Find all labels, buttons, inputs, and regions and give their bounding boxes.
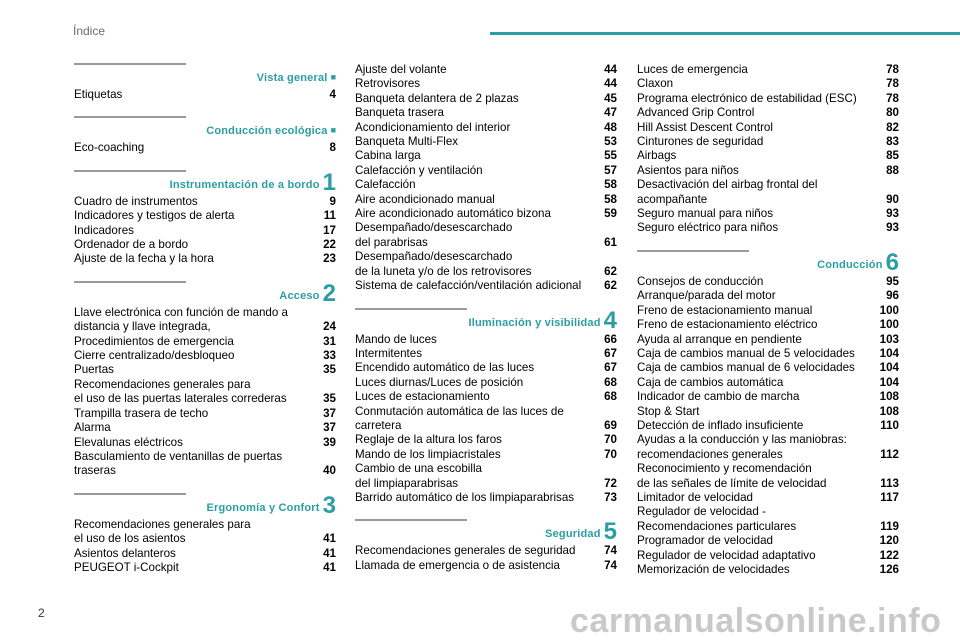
toc-entry-page: 22 [323, 238, 336, 252]
toc-entry-title: Regulador de velocidad adaptativo [637, 548, 816, 562]
toc-entry-title: Consejos de conducción [637, 274, 764, 288]
toc-section [74, 493, 336, 576]
toc-entry[interactable] [355, 164, 617, 178]
toc-entry-page: 104 [879, 375, 899, 389]
toc-entry[interactable] [355, 448, 617, 462]
toc-entry-page: 33 [323, 349, 336, 363]
toc-entry-page: 24 [323, 320, 336, 334]
section-title: Vista general [256, 72, 328, 84]
toc-entry-title: Arranque/parada del motor [637, 289, 776, 303]
toc-entry[interactable] [74, 195, 336, 209]
toc-entry-title: Programador de velocidad [637, 534, 773, 548]
toc-entry[interactable] [637, 77, 899, 91]
toc-entry-page: 55 [604, 149, 617, 163]
toc-entry-title: Recomendaciones generales de seguridad [355, 544, 576, 558]
toc-entry[interactable] [637, 63, 899, 77]
section-title: Conducción ecológica [206, 125, 328, 138]
toc-entry-title: Indicadores y testigos de alerta [74, 209, 235, 223]
toc-entry-page: 83 [886, 135, 899, 149]
toc-entry-page: 47 [604, 106, 617, 120]
toc-entry-title: Caja de cambios automática [637, 375, 784, 389]
toc-entry[interactable] [637, 135, 899, 149]
page-number: 2 [38, 606, 45, 620]
toc-entry[interactable] [355, 390, 617, 404]
section-heading [74, 168, 336, 196]
toc-entry-page: 78 [886, 91, 899, 105]
toc-entry-title: Calefacción y ventilación [355, 163, 483, 177]
toc-entry-page: 73 [604, 490, 617, 504]
toc-section [355, 519, 617, 573]
section-number: 1 [322, 168, 336, 196]
toc-entry-page: 41 [323, 546, 336, 560]
toc-entry[interactable] [74, 450, 336, 479]
toc-entry[interactable] [355, 376, 617, 390]
toc-entry[interactable] [74, 436, 336, 450]
toc-entry[interactable] [74, 407, 336, 421]
toc-entry-title: Reconocimiento y recomendación de las señales de límite de velocidad [637, 462, 827, 490]
toc-entry[interactable] [355, 405, 617, 434]
toc-entry[interactable] [355, 544, 617, 558]
toc-entry-title: Ordenador de a bordo [74, 238, 189, 252]
toc-entry[interactable] [355, 361, 617, 375]
toc-entry-title: PEUGEOT i-Cockpit [74, 560, 179, 574]
toc-entry-title: Freno de estacionamiento manual [637, 303, 813, 317]
section-number: 6 [885, 248, 899, 276]
toc-entry[interactable] [637, 549, 899, 563]
toc-entry[interactable] [637, 121, 899, 135]
toc-entry-title: Regulador de velocidad - Recomendaciones particulares [637, 505, 797, 533]
toc-section [637, 63, 899, 236]
page-header-label: Índice [73, 24, 106, 38]
toc-entry-title: Recomendaciones generales para el uso de las puertas laterales correderas [74, 377, 287, 406]
toc-entry[interactable] [637, 361, 899, 375]
toc-entry-page: 108 [879, 404, 899, 418]
toc-entry[interactable] [74, 209, 336, 223]
toc-column-2 [355, 63, 617, 587]
toc-entry-title: Indicador de cambio de marcha [637, 390, 800, 404]
toc-entry-title: Luces de estacionamiento [355, 390, 490, 404]
toc-entry[interactable] [637, 178, 899, 207]
toc-entry-title: Seguro eléctrico para niños [637, 221, 779, 235]
toc-entry[interactable] [355, 121, 617, 135]
toc-entry-title: Conmutación automática de las luces de carretera [355, 404, 564, 432]
toc-entry[interactable] [637, 207, 899, 221]
toc-entry-title: Recomendaciones generales para el uso de los asientos [74, 517, 251, 546]
toc-entry-page: 35 [323, 392, 336, 406]
toc-entry-page: 90 [886, 192, 899, 206]
section-heading [74, 279, 336, 307]
toc-entry-page: 126 [879, 563, 899, 576]
toc-entry-title: Mando de los limpiacristales [355, 447, 501, 461]
toc-entry-page: 96 [886, 289, 899, 303]
toc-entry[interactable] [637, 318, 899, 332]
section-number: 2 [322, 279, 336, 307]
toc-entry-page: 8 [329, 141, 336, 155]
toc-entry-page: 119 [880, 519, 899, 533]
toc-entry-title: Eco-coaching [74, 141, 145, 155]
toc-entry-page: 70 [604, 433, 617, 447]
toc-entry-title: Ayudas a la conducción y las maniobras: recomendaciones generales [637, 433, 847, 461]
toc-entry-title: Hill Assist Descent Control [637, 120, 773, 134]
toc-entry-title: Procedimientos de emergencia [74, 334, 234, 348]
toc-column-3 [637, 63, 899, 591]
toc-entry-page: 85 [886, 149, 899, 163]
toc-entry-title: Llamada de emergencia o de asistencia [355, 558, 560, 572]
section-heading [355, 518, 617, 546]
section-heading [74, 65, 336, 87]
toc-entry-page: 74 [604, 544, 617, 558]
toc-entry-page: 9 [329, 194, 336, 208]
toc-entry-page: 41 [323, 560, 336, 574]
toc-entry[interactable] [74, 561, 336, 575]
toc-column-1 [74, 63, 336, 589]
toc-entry-page: 104 [879, 361, 899, 375]
toc-entry[interactable] [355, 279, 617, 293]
toc-section [74, 281, 336, 479]
section-title: Ergonomía y Confort [206, 501, 320, 514]
toc-entry[interactable] [637, 563, 899, 577]
toc-entry-title: Acondicionamiento del interior [355, 120, 511, 134]
toc-entry[interactable] [637, 405, 899, 419]
toc-entry-page: 72 [604, 476, 617, 490]
toc-entry-page: 35 [323, 363, 336, 377]
toc-entry-title: Ajuste de la fecha y la hora [74, 252, 214, 266]
toc-entry-title: Calefacción [355, 178, 416, 192]
toc-entry-page: 104 [879, 346, 899, 360]
toc-entry-page: 39 [323, 435, 336, 449]
toc-entry-title: Programa electrónico de estabilidad (ESC) [637, 91, 857, 105]
toc-entry[interactable] [637, 433, 899, 462]
section-heading [74, 118, 336, 140]
toc-entry-page: 67 [604, 346, 617, 360]
toc-entry-page: 67 [604, 361, 617, 375]
watermark: carmanualsonline.info [570, 602, 942, 640]
toc-entry-page: 31 [323, 334, 336, 348]
toc-entry-title: Desempañado/desescarchado de la luneta y/o de los retrovisores [355, 250, 532, 278]
toc-section [74, 116, 336, 155]
toc-entry-page: 17 [323, 223, 336, 237]
toc-entry[interactable] [74, 363, 336, 377]
toc-entry-page: 58 [604, 192, 617, 206]
toc-entry[interactable] [355, 92, 617, 106]
toc-entry[interactable] [637, 289, 899, 303]
toc-entry-page: 40 [323, 464, 336, 478]
toc-entry-title: Limitador de velocidad [637, 490, 754, 504]
section-heading [355, 306, 617, 334]
toc-entry-title: Freno de estacionamiento eléctrico [637, 318, 818, 332]
toc-entry-title: Banqueta trasera [355, 106, 444, 120]
toc-entry[interactable] [637, 106, 899, 120]
toc-entry-title: Indicadores [74, 223, 134, 237]
toc-entry[interactable] [355, 559, 617, 573]
toc-entry-title: Llave electrónica con función de mando a distancia y llave integrada, [74, 305, 288, 334]
section-heading [637, 248, 899, 276]
section-heading [74, 491, 336, 519]
toc-entry[interactable] [637, 347, 899, 361]
toc-entry-title: Detección de inflado insuficiente [637, 418, 804, 432]
toc-entry-title: Luces diurnas/Luces de posición [355, 375, 524, 389]
toc-entry-page: 93 [886, 207, 899, 221]
toc-section [355, 308, 617, 506]
toc-entry-title: Retrovisores [355, 77, 421, 91]
toc-entry[interactable] [637, 304, 899, 318]
toc-entry[interactable] [74, 547, 336, 561]
toc-entry-page: 120 [879, 534, 899, 548]
toc-entry[interactable] [637, 390, 899, 404]
toc-entry-page: 23 [323, 252, 336, 266]
toc-entry-page: 100 [879, 303, 899, 317]
toc-entry-title: Cierre centralizado/desbloqueo [74, 349, 235, 363]
toc-entry-page: 58 [604, 178, 617, 192]
section-title: Instrumentación de a bordo [169, 178, 320, 191]
toc-entry[interactable] [637, 376, 899, 390]
toc-section [355, 63, 617, 294]
toc-entry-page: 45 [604, 91, 617, 105]
toc-entry[interactable] [355, 433, 617, 447]
toc-entry[interactable] [637, 164, 899, 178]
toc-entry-page: 110 [880, 418, 899, 432]
toc-entry[interactable] [74, 141, 336, 155]
toc-entry-page: 69 [604, 418, 617, 432]
toc-entry[interactable] [637, 149, 899, 163]
toc-entry-page: 66 [604, 332, 617, 346]
toc-entry-title: Seguro manual para niños [637, 207, 773, 221]
toc-entry-page: 80 [886, 106, 899, 120]
toc-entry-page: 62 [604, 279, 617, 293]
toc-entry-page: 68 [604, 390, 617, 404]
toc-entry[interactable] [74, 88, 336, 102]
toc-entry-title: Advanced Grip Control [637, 106, 755, 120]
toc-entry-title: Basculamiento de ventanillas de puertas traseras [74, 449, 283, 478]
section-title: Iluminación y visibilidad [468, 316, 601, 329]
toc-entry-page: 82 [886, 120, 899, 134]
toc-entry[interactable] [355, 63, 617, 77]
toc-entry-page: 78 [886, 63, 899, 76]
toc-section [74, 63, 336, 102]
toc-entry-page: 62 [604, 264, 617, 278]
section-number: 3 [322, 491, 336, 519]
toc-entry[interactable] [355, 135, 617, 149]
toc-entry[interactable] [74, 518, 336, 547]
toc-entry-title: Stop & Start [637, 404, 700, 418]
toc-entry[interactable] [355, 221, 617, 250]
toc-entry[interactable] [355, 462, 617, 491]
toc-section [74, 170, 336, 267]
toc-entry[interactable] [637, 92, 899, 106]
toc-entry-title: Banqueta delantera de 2 plazas [355, 91, 519, 105]
section-title: Seguridad [545, 528, 601, 541]
toc-entry-page: 122 [879, 548, 899, 562]
toc-entry-page: 53 [604, 135, 617, 149]
section-title: Acceso [279, 289, 320, 302]
toc-entry-title: Memorización de velocidades [637, 563, 790, 576]
toc-entry-page: 100 [879, 318, 899, 332]
toc-entry[interactable] [637, 505, 899, 534]
toc-entry-page: 44 [604, 77, 617, 91]
toc-entry-title: Elevalunas eléctricos [74, 435, 183, 449]
toc-entry-title: Cambio de una escobilla del limpiaparabrisas [355, 462, 482, 490]
toc-entry-title: Ajuste del volante [355, 63, 447, 76]
toc-section [637, 250, 899, 578]
toc-entry-page: 44 [604, 63, 617, 76]
toc-entry-page: 59 [604, 207, 617, 221]
toc-entry[interactable] [355, 250, 617, 279]
toc-entry-page: 108 [879, 390, 899, 404]
toc-entry-title: Airbags [637, 149, 677, 163]
toc-entry-title: Asientos para niños [637, 163, 739, 177]
toc-entry[interactable] [74, 238, 336, 252]
toc-entry[interactable] [355, 347, 617, 361]
toc-entry-title: Alarma [74, 421, 111, 435]
toc-entry-title: Cabina larga [355, 149, 421, 163]
toc-entry-title: Desempañado/desescarchado del parabrisas [355, 221, 513, 249]
toc-entry-page: 61 [604, 235, 617, 249]
toc-entry-page: 48 [604, 120, 617, 134]
toc-entry-page: 113 [880, 476, 899, 490]
toc-entry[interactable] [637, 275, 899, 289]
toc-entry-page: 68 [604, 375, 617, 389]
toc-entry-title: Mando de luces [355, 332, 437, 346]
toc-entry[interactable] [74, 349, 336, 363]
section-title: Conducción [817, 258, 883, 271]
toc-entry-page: 93 [886, 221, 899, 235]
toc-entry-page: 4 [329, 88, 336, 101]
toc-entry-title: Caja de cambios manual de 5 velocidades [637, 346, 855, 360]
toc-entry-title: Barrido automático de los limpiaparabrisas [355, 490, 575, 504]
toc-entry[interactable] [355, 77, 617, 91]
toc-entry[interactable] [355, 333, 617, 347]
toc-entry[interactable] [74, 421, 336, 435]
toc-entry-page: 95 [886, 274, 899, 288]
section-square-icon: ■ [330, 72, 336, 82]
toc-entry[interactable] [74, 252, 336, 266]
toc-entry[interactable] [355, 106, 617, 120]
toc-entry-title: Trampilla trasera de techo [74, 406, 209, 420]
toc-entry-page: 70 [604, 447, 617, 461]
toc-entry[interactable] [74, 306, 336, 335]
header-accent-bar [490, 32, 960, 35]
toc-entry-title: Claxon [637, 77, 674, 91]
toc-entry-title: Banqueta Multi-Flex [355, 135, 459, 149]
toc-entry[interactable] [637, 333, 899, 347]
toc-entry-title: Encendido automático de las luces [355, 361, 535, 375]
toc-entry[interactable] [355, 491, 617, 505]
section-number: 4 [603, 306, 617, 334]
toc-entry[interactable] [74, 378, 336, 407]
toc-entry-title: Aire acondicionado automático bizona [355, 207, 551, 221]
toc-entry-page: 88 [886, 163, 899, 177]
toc-entry-title: Reglaje de la altura los faros [355, 433, 502, 447]
toc-entry-title: Luces de emergencia [637, 63, 748, 76]
section-number: 5 [603, 518, 617, 546]
toc-entry-title: Sistema de calefacción/ventilación adicional [355, 279, 582, 293]
toc-entry-title: Caja de cambios manual de 6 velocidades [637, 361, 855, 375]
toc-entry-page: 74 [604, 558, 617, 572]
toc-entry[interactable] [355, 207, 617, 221]
toc-entry-title: Intermitentes [355, 346, 423, 360]
toc-entry[interactable] [637, 221, 899, 235]
toc-entry-page: 78 [886, 77, 899, 91]
toc-entry-page: 11 [323, 209, 336, 223]
toc-entry-title: Cuadro de instrumentos [74, 194, 198, 208]
section-square-icon: ■ [330, 125, 336, 136]
toc-entry-title: Aire acondicionado manual [355, 192, 495, 206]
toc-entry-page: 112 [880, 447, 899, 461]
toc-entry[interactable] [637, 462, 899, 491]
toc-entry-title: Asientos delanteros [74, 546, 176, 560]
toc-entry-title: Ayuda al arranque en pendiente [637, 332, 802, 346]
toc-entry-page: 37 [323, 406, 336, 420]
toc-entry[interactable] [355, 149, 617, 163]
toc-entry[interactable] [74, 335, 336, 349]
toc-entry-title: Puertas [74, 363, 114, 377]
toc-entry-title: Cinturones de seguridad [637, 135, 764, 149]
toc-entry[interactable] [74, 224, 336, 238]
toc-entry-title: Desactivación del airbag frontal del acompañante [637, 178, 818, 206]
toc-entry-page: 37 [323, 421, 336, 435]
toc-entry-page: 57 [604, 163, 617, 177]
toc-entry[interactable] [637, 419, 899, 433]
toc-entry[interactable] [637, 491, 899, 505]
toc-entry-page: 41 [323, 532, 336, 546]
toc-entry-page: 117 [880, 490, 899, 504]
toc-entry-title: Etiquetas [74, 88, 123, 101]
toc-entry[interactable] [355, 193, 617, 207]
toc-entry[interactable] [355, 178, 617, 192]
toc-entry-page: 103 [879, 332, 899, 346]
toc-entry[interactable] [637, 534, 899, 548]
